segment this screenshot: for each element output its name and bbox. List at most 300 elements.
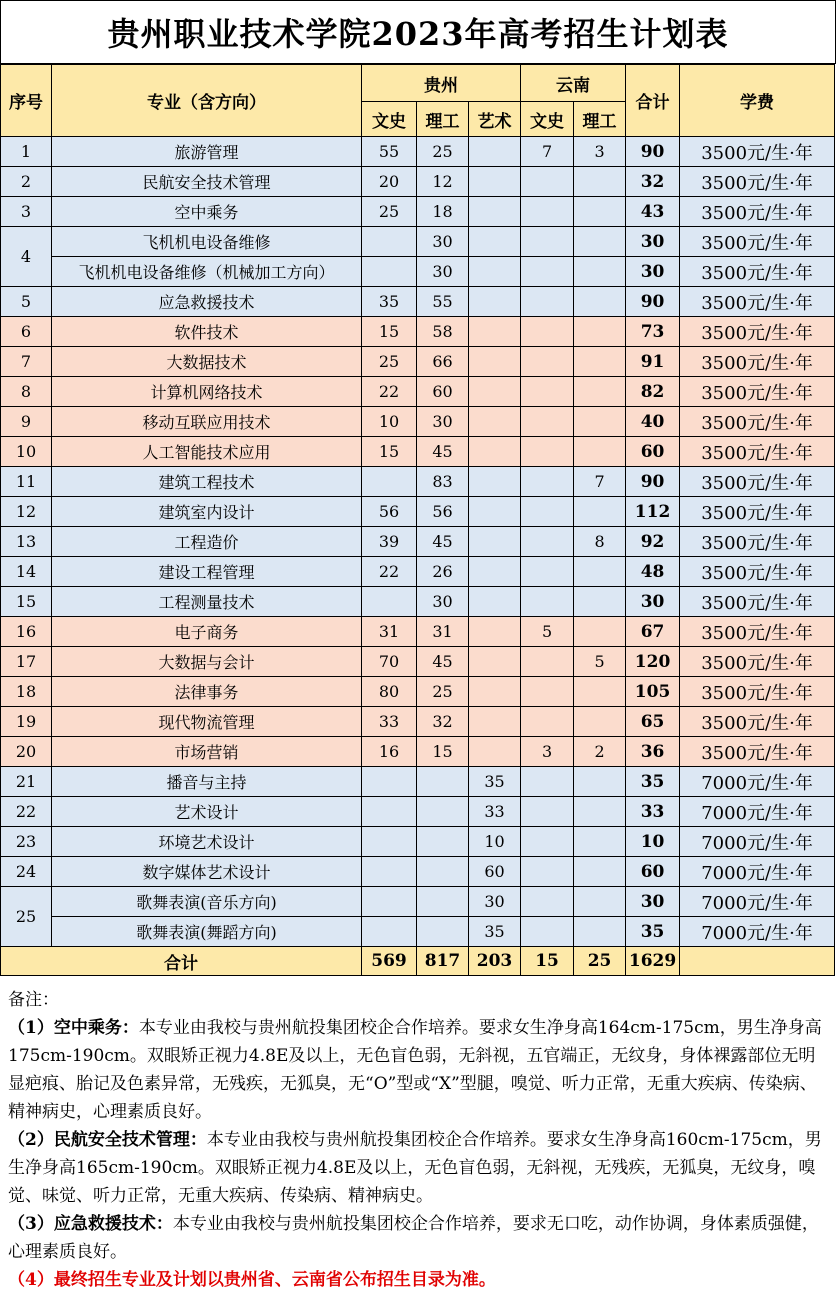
cell-row-fee: 3500元/生·年 [680,137,835,167]
table-row [1,257,835,287]
cell-yn-wenshi [521,767,574,797]
header-fee: 学费 [680,65,835,137]
cell-no: 3 [1,197,52,227]
cell-gz-yishu: 33 [469,797,521,827]
cell-major: 建筑工程技术 [52,467,362,497]
cell-row-total: 120 [626,647,680,677]
cell-gz-yishu: 35 [469,917,521,947]
notes-heading: 备注： [8,990,59,1010]
cell-row-fee: 3500元/生·年 [680,437,835,467]
cell-no: 6 [1,317,52,347]
totals-sum: 1629 [626,947,680,976]
table-row [1,767,835,797]
cell-row-total: 48 [626,557,680,587]
cell-major: 大数据技术 [52,347,362,377]
table-row [1,467,835,497]
cell-gz-ligong: 58 [417,317,469,347]
note-2 [8,1126,828,1210]
cell-major: 应急救援技术 [52,287,362,317]
cell-major: 建筑室内设计 [52,497,362,527]
cell-yn-ligong: 3 [574,137,626,167]
cell-yn-ligong [574,407,626,437]
cell-row-total: 35 [626,917,680,947]
cell-yn-ligong [574,857,626,887]
header-no: 序号 [1,65,52,137]
cell-gz-yishu: 10 [469,827,521,857]
cell-gz-wenshi: 15 [362,437,417,467]
cell-major: 旅游管理 [52,137,362,167]
cell-major: 现代物流管理 [52,707,362,737]
cell-row-total: 90 [626,287,680,317]
totals-fee [680,947,835,976]
table-row [1,437,835,467]
cell-row-total: 30 [626,227,680,257]
totals-yn-ligong: 25 [574,947,626,976]
table-row [1,137,835,167]
cell-yn-ligong [574,287,626,317]
note-3-label: （3）应急救援技术： [8,1214,173,1234]
cell-gz-yishu [469,647,521,677]
cell-gz-wenshi: 16 [362,737,417,767]
table-row [1,677,835,707]
cell-gz-ligong: 83 [417,467,469,497]
header-yn-wenshi: 文史 [521,102,574,137]
cell-no: 7 [1,347,52,377]
note-3-text: 本专业由我校与贵州航投集团校企合作培养，要求无口吃，动作协调，身体素质强健，心理素质良好。 [8,1214,819,1262]
cell-row-total: 33 [626,797,680,827]
cell-no: 24 [1,857,52,887]
cell-gz-wenshi: 33 [362,707,417,737]
cell-gz-ligong: 60 [417,377,469,407]
cell-no: 15 [1,587,52,617]
cell-gz-ligong [417,767,469,797]
cell-no: 18 [1,677,52,707]
cell-yn-ligong [574,887,626,917]
cell-yn-wenshi [521,497,574,527]
cell-no: 23 [1,827,52,857]
table-body [1,137,835,947]
cell-gz-wenshi: 56 [362,497,417,527]
cell-row-fee: 3500元/生·年 [680,227,835,257]
cell-gz-ligong: 12 [417,167,469,197]
cell-row-fee: 7000元/生·年 [680,827,835,857]
totals-label: 合计 [1,947,362,976]
cell-row-total: 43 [626,197,680,227]
cell-yn-wenshi [521,287,574,317]
cell-yn-wenshi [521,317,574,347]
cell-gz-wenshi: 22 [362,557,417,587]
cell-row-fee: 3500元/生·年 [680,707,835,737]
cell-yn-wenshi [521,857,574,887]
cell-yn-wenshi [521,197,574,227]
header-gz-yishu: 艺术 [469,102,521,137]
cell-no: 2 [1,167,52,197]
cell-no: 21 [1,767,52,797]
cell-gz-ligong: 45 [417,527,469,557]
cell-gz-ligong: 31 [417,617,469,647]
header-gz-wenshi: 文史 [362,102,417,137]
cell-yn-ligong [574,257,626,287]
cell-major: 环境艺术设计 [52,827,362,857]
totals-row [1,947,835,976]
cell-yn-ligong [574,677,626,707]
cell-gz-ligong: 45 [417,437,469,467]
table-row [1,347,835,377]
cell-major: 建设工程管理 [52,557,362,587]
totals-gz-wenshi: 569 [362,947,417,976]
cell-gz-yishu [469,497,521,527]
table-row [1,827,835,857]
note-1 [8,1014,828,1126]
cell-gz-wenshi [362,917,417,947]
cell-gz-yishu [469,287,521,317]
header-major: 专业（含方向） [52,65,362,137]
cell-gz-yishu [469,527,521,557]
table-row [1,587,835,617]
cell-gz-wenshi [362,257,417,287]
table-row [1,647,835,677]
cell-gz-yishu [469,587,521,617]
totals-gz-yishu: 203 [469,947,521,976]
cell-major: 市场营销 [52,737,362,767]
cell-major: 歌舞表演(舞蹈方向) [52,917,362,947]
cell-no: 1 [1,137,52,167]
cell-row-fee: 3500元/生·年 [680,617,835,647]
cell-row-fee: 7000元/生·年 [680,917,835,947]
cell-row-total: 35 [626,767,680,797]
table-row [1,317,835,347]
cell-gz-yishu [469,347,521,377]
cell-gz-ligong: 56 [417,497,469,527]
table-row [1,917,835,947]
cell-no: 9 [1,407,52,437]
cell-row-total: 30 [626,257,680,287]
cell-gz-yishu [469,407,521,437]
cell-yn-ligong [574,767,626,797]
table-row [1,557,835,587]
totals-gz-ligong: 817 [417,947,469,976]
cell-no: 10 [1,437,52,467]
cell-yn-ligong [574,437,626,467]
table-row [1,497,835,527]
cell-row-fee: 3500元/生·年 [680,197,835,227]
cell-major: 空中乘务 [52,197,362,227]
cell-gz-wenshi: 25 [362,197,417,227]
cell-yn-wenshi: 7 [521,137,574,167]
cell-major: 法律事务 [52,677,362,707]
cell-gz-wenshi: 80 [362,677,417,707]
cell-row-total: 65 [626,707,680,737]
cell-gz-yishu [469,677,521,707]
cell-gz-yishu [469,437,521,467]
cell-row-fee: 7000元/生·年 [680,797,835,827]
cell-gz-wenshi: 10 [362,407,417,437]
cell-yn-ligong [574,227,626,257]
note-3 [8,1210,828,1266]
cell-yn-wenshi [521,257,574,287]
cell-major: 工程测量技术 [52,587,362,617]
cell-gz-ligong: 55 [417,287,469,317]
cell-row-fee: 3500元/生·年 [680,587,835,617]
header-guizhou: 贵州 [362,65,521,102]
cell-gz-ligong: 15 [417,737,469,767]
cell-gz-wenshi: 15 [362,317,417,347]
cell-yn-ligong [574,917,626,947]
note-1-text: 本专业由我校与贵州航投集团校企合作培养。要求女生净身高164cm-175cm，男生净身高175cm-190cm。双眼矫正视力4.8E及以上，无色盲色弱，无斜视，五官端正，无纹身，身体裸露部位无明显疤痕、胎记及色素异常，无残疾，无狐臭，无“O”型或“X”型腿，嗅觉、听力正常，无重大疾病、传染病、精神病史，心理素质良好。 [8,1018,822,1122]
cell-gz-ligong: 45 [417,647,469,677]
cell-gz-ligong: 30 [417,257,469,287]
cell-gz-ligong [417,857,469,887]
cell-row-total: 73 [626,317,680,347]
note-1-label: （1）空中乘务： [8,1018,139,1038]
cell-row-fee: 3500元/生·年 [680,377,835,407]
table-row [1,617,835,647]
cell-yn-wenshi [521,797,574,827]
cell-major: 艺术设计 [52,797,362,827]
cell-gz-wenshi: 25 [362,347,417,377]
cell-row-total: 60 [626,437,680,467]
header-total: 合计 [626,65,680,137]
cell-yn-wenshi [521,227,574,257]
cell-yn-ligong [574,347,626,377]
cell-no: 20 [1,737,52,767]
cell-yn-ligong: 2 [574,737,626,767]
cell-major: 数字媒体艺术设计 [52,857,362,887]
cell-yn-wenshi [521,347,574,377]
totals-yn-wenshi: 15 [521,947,574,976]
cell-gz-yishu [469,137,521,167]
cell-no: 11 [1,467,52,497]
cell-row-total: 67 [626,617,680,647]
header-yn-ligong: 理工 [574,102,626,137]
table-row [1,287,835,317]
cell-row-fee: 3500元/生·年 [680,407,835,437]
cell-row-fee: 3500元/生·年 [680,287,835,317]
cell-major: 飞机机电设备维修 [52,227,362,257]
cell-row-fee: 3500元/生·年 [680,527,835,557]
cell-row-fee: 3500元/生·年 [680,167,835,197]
cell-gz-wenshi: 20 [362,167,417,197]
cell-gz-wenshi: 39 [362,527,417,557]
cell-major: 计算机网络技术 [52,377,362,407]
cell-gz-yishu [469,707,521,737]
cell-gz-ligong: 30 [417,407,469,437]
cell-yn-ligong [574,497,626,527]
cell-no: 22 [1,797,52,827]
cell-yn-ligong [574,587,626,617]
cell-gz-yishu: 30 [469,887,521,917]
cell-gz-wenshi [362,767,417,797]
table-row [1,377,835,407]
cell-no: 5 [1,287,52,317]
cell-yn-wenshi [521,677,574,707]
cell-gz-wenshi [362,827,417,857]
cell-no: 14 [1,557,52,587]
cell-gz-yishu [469,257,521,287]
table-row [1,797,835,827]
cell-major: 人工智能技术应用 [52,437,362,467]
cell-row-total: 105 [626,677,680,707]
cell-row-total: 60 [626,857,680,887]
cell-major: 飞机机电设备维修（机械加工方向） [52,257,362,287]
cell-gz-yishu: 35 [469,767,521,797]
cell-row-fee: 3500元/生·年 [680,467,835,497]
cell-major: 工程造价 [52,527,362,557]
cell-gz-yishu [469,197,521,227]
cell-row-total: 36 [626,737,680,767]
cell-gz-wenshi [362,587,417,617]
cell-row-fee: 3500元/生·年 [680,737,835,767]
cell-row-total: 30 [626,587,680,617]
table-row [1,887,835,917]
cell-major: 电子商务 [52,617,362,647]
cell-gz-ligong [417,917,469,947]
enrollment-plan-table [0,64,835,976]
cell-row-fee: 7000元/生·年 [680,767,835,797]
cell-gz-ligong: 32 [417,707,469,737]
note-4: （4）最终招生专业及计划以贵州省、云南省公布招生目录为准。 [8,1270,496,1290]
cell-gz-yishu [469,617,521,647]
cell-yn-wenshi [521,827,574,857]
cell-row-fee: 3500元/生·年 [680,317,835,347]
cell-no: 25 [1,887,52,947]
cell-yn-wenshi [521,167,574,197]
cell-gz-wenshi [362,887,417,917]
cell-gz-yishu [469,167,521,197]
cell-yn-ligong [574,827,626,857]
cell-yn-wenshi [521,527,574,557]
cell-yn-wenshi [521,917,574,947]
cell-major: 软件技术 [52,317,362,347]
cell-gz-wenshi: 35 [362,287,417,317]
cell-no: 4 [1,227,52,287]
cell-gz-ligong: 25 [417,677,469,707]
cell-gz-yishu [469,227,521,257]
cell-row-total: 90 [626,467,680,497]
cell-row-total: 10 [626,827,680,857]
cell-row-total: 92 [626,527,680,557]
cell-gz-ligong: 18 [417,197,469,227]
table-row [1,167,835,197]
table-row [1,407,835,437]
cell-gz-ligong: 26 [417,557,469,587]
cell-yn-wenshi [521,437,574,467]
cell-row-fee: 3500元/生·年 [680,557,835,587]
cell-row-fee: 3500元/生·年 [680,647,835,677]
cell-gz-ligong [417,887,469,917]
cell-row-total: 82 [626,377,680,407]
cell-yn-ligong [574,197,626,227]
cell-gz-yishu [469,377,521,407]
cell-gz-wenshi: 70 [362,647,417,677]
cell-gz-ligong: 30 [417,227,469,257]
cell-row-fee: 7000元/生·年 [680,857,835,887]
cell-yn-ligong [574,317,626,347]
cell-gz-ligong [417,827,469,857]
cell-gz-yishu: 60 [469,857,521,887]
cell-major: 民航安全技术管理 [52,167,362,197]
cell-yn-ligong [574,377,626,407]
cell-yn-ligong [574,167,626,197]
cell-gz-wenshi [362,857,417,887]
cell-row-total: 90 [626,137,680,167]
table-row [1,707,835,737]
cell-yn-wenshi [521,467,574,497]
cell-gz-wenshi [362,227,417,257]
cell-yn-wenshi [521,647,574,677]
cell-row-total: 112 [626,497,680,527]
cell-gz-yishu [469,557,521,587]
cell-yn-ligong [574,797,626,827]
cell-row-fee: 3500元/生·年 [680,497,835,527]
cell-no: 13 [1,527,52,557]
header-gz-ligong: 理工 [417,102,469,137]
cell-gz-yishu [469,467,521,497]
note-2-label: （2）民航安全技术管理： [8,1130,207,1150]
cell-yn-ligong: 5 [574,647,626,677]
cell-yn-wenshi [521,887,574,917]
cell-yn-ligong [574,557,626,587]
note-2-text: 本专业由我校与贵州航投集团校企合作培养。要求女生净身高160cm-175cm，男生净身高165cm-190cm。双眼矫正视力4.8E及以上，无色盲色弱，无斜视，无残疾，无狐臭，无纹身，嗅觉、味觉、听力正常，无重大疾病、传染病、精神病史。 [8,1130,822,1206]
cell-gz-wenshi: 55 [362,137,417,167]
cell-major: 播音与主持 [52,767,362,797]
cell-major: 歌舞表演(音乐方向) [52,887,362,917]
cell-gz-yishu [469,317,521,347]
cell-gz-wenshi: 22 [362,377,417,407]
cell-yn-wenshi: 5 [521,617,574,647]
cell-row-total: 32 [626,167,680,197]
cell-row-total: 91 [626,347,680,377]
table-row [1,857,835,887]
table-row [1,197,835,227]
cell-no: 16 [1,617,52,647]
cell-yn-ligong [574,617,626,647]
notes-section [0,976,836,1294]
cell-row-fee: 3500元/生·年 [680,677,835,707]
cell-yn-wenshi [521,407,574,437]
table-row [1,527,835,557]
cell-gz-ligong: 25 [417,137,469,167]
cell-yn-ligong: 7 [574,467,626,497]
cell-gz-ligong: 30 [417,587,469,617]
cell-row-fee: 7000元/生·年 [680,887,835,917]
cell-yn-wenshi [521,707,574,737]
cell-row-total: 40 [626,407,680,437]
cell-gz-yishu [469,737,521,767]
table-row [1,227,835,257]
cell-yn-wenshi: 3 [521,737,574,767]
page-title: 贵州职业技术学院2023年高考招生计划表 [0,0,836,64]
cell-no: 17 [1,647,52,677]
cell-yn-wenshi [521,557,574,587]
cell-gz-ligong: 66 [417,347,469,377]
cell-major: 大数据与会计 [52,647,362,677]
cell-gz-wenshi [362,797,417,827]
cell-yn-ligong [574,707,626,737]
cell-no: 19 [1,707,52,737]
cell-gz-ligong [417,797,469,827]
header-yunnan: 云南 [521,65,626,102]
cell-gz-wenshi [362,467,417,497]
cell-no: 12 [1,497,52,527]
cell-row-total: 30 [626,887,680,917]
cell-gz-wenshi: 31 [362,617,417,647]
table-row [1,737,835,767]
cell-yn-ligong: 8 [574,527,626,557]
cell-yn-wenshi [521,587,574,617]
cell-no: 8 [1,377,52,407]
cell-row-fee: 3500元/生·年 [680,347,835,377]
